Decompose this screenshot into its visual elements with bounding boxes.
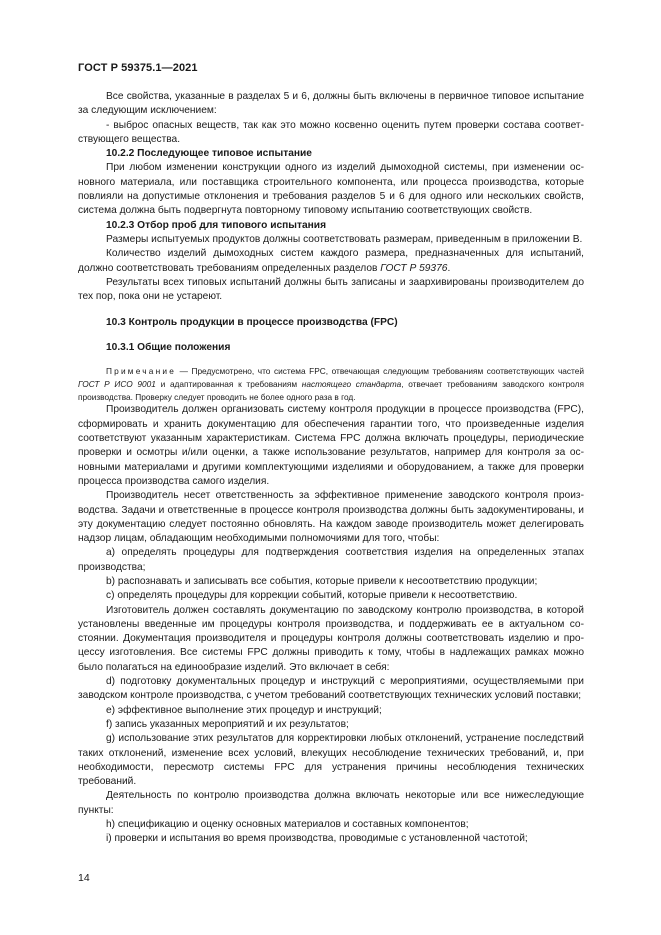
paragraph: Производитель несет ответственность за эффективное применение заводского контроля производства. Задачи и ответственные в процессе контроля производства должны быть задокументированы, и эту документацию следует постоянно обновлять. На каждом заводе производитель может делегировать надзор лицам, обладающим необходимыми полномочиями для того, чтобы: [78, 490, 584, 545]
section-heading-10-2-2: 10.2.2 Последующее типовое испытание [106, 148, 312, 160]
note-label: Примечание [106, 366, 177, 377]
page-number: 14 [78, 872, 90, 884]
section-heading-10-2-3: 10.2.3 Отбор проб для типового испытания [106, 219, 327, 231]
paragraph [78, 247, 584, 276]
list-item: a) определять процедуры для подтверждения соответствия изделия на определенных этапах производства; [78, 547, 584, 573]
list-item: - выброс опасных веществ, так как это можно косвенно оценить путем проверки состава соответствующего вещества. [78, 119, 584, 145]
document-body [78, 90, 584, 847]
section-heading-10-3-1: 10.3.1 Общие положения [106, 341, 231, 353]
list-item: c) определять процедуры для коррекции событий, которые привели к несоответствию. [106, 590, 518, 602]
note-text: — Предусмотрено, что система FPC, отвечающая следующим требованиям соответствующих частей [176, 366, 584, 377]
paragraph-text: Количество изделий дымоходных систем каждого размера, предназначенных для испытаний, должно соответствовать требованиям определенных разделов [78, 248, 584, 274]
paragraph: При любом изменении конструкции одного из изделий дымоходной системы, при изменении основного материала, или поставщика строительного компонента, или процесса производства, которые повлияли на допустимые отклонения и требования разделов 5 и 6 для одного или нескольких свойств, система должна быть подвергнута повторному типовому испытанию соответствующих свойств. [78, 162, 584, 217]
paragraph: Результаты всех типовых испытаний должны быть записаны и заархивированы производителем до тех пор, пока они не устареют. [78, 276, 584, 303]
paragraph: Размеры испытуемых продуктов должны соответствовать размерам, приведенным в приложении В. [106, 233, 583, 245]
list-item: g) использование этих результатов для корректировки любых отклонений, устранение последствий таких отклонений, изменение всех условий, влекущих несоблюдение технических требований, и, при необходимости, пересмотр системы FPC для устранения причины несоблюдения технических требований. [78, 733, 584, 788]
paragraph-text: . [447, 262, 451, 274]
standard-reference: ГОСТ Р 59376 [380, 262, 448, 274]
note-text: , отвечает требованиям заводского контроля производства. Проверку следует проводить не более одного раза в год. [78, 378, 584, 402]
list-item: i) проверки и испытания во время производства, проводимые с установленной частотой; [106, 833, 528, 845]
note [78, 365, 584, 403]
note-text: и адаптированная к требованиям [155, 378, 302, 389]
list-item: d) подготовку документальных процедур и инструкций с мероприятиями, осуществляемыми при заводском контроле производства, с учетом требований соответствующих технических условий поставки; [78, 676, 584, 702]
list-item: h) спецификацию и оценку основных материалов и составных компонентов; [106, 819, 469, 831]
paragraph: Деятельность по контролю производства должна включать некоторые или все нижеследующие пункты: [78, 790, 584, 816]
section-heading-10-3: 10.3 Контроль продукции в процессе производства (FPC) [106, 317, 398, 329]
paragraph: Изготовитель должен составлять документацию по заводскому контролю производства, в которой установлены введенные им процедуры контроля производства, и поддерживать ее в актуальном состоянии. Документация производителя и процедуры контроля должны соответствовать изделию и процессу изготовления. Все системы FPC должны приводить к тому, чтобы в надлежащих рамках можно было полагаться на единообразие изделий. Это включает в себя: [78, 604, 584, 673]
list-item: b) распознавать и записывать все события, которые привели к несоответствию продукции; [106, 576, 538, 587]
paragraph: Производитель должен организовать систему контроля продукции в процессе производства (FPC), сформировать и хранить документацию для обеспечения гарантии того, что произведенные изделия соответствуют указанным характеристикам. Система FPC должна включать процедуры, периодические проверки и осмотры и/или оценки, а также использование результатов, например для контроля за основными материалами и другими комплектующими изделиями и оборудованием, а также для проверки процесса производства самого изделия. [78, 404, 584, 487]
document-header: ГОСТ Р 59375.1—2021 [78, 62, 198, 74]
standard-reference: ГОСТ Р ИСО 9001 [78, 378, 156, 389]
paragraph: Все свойства, указанные в разделах 5 и 6, должны быть включены в первичное типовое испытание за следующим исключением: [78, 91, 584, 117]
list-item: f) запись указанных мероприятий и их результатов; [106, 718, 349, 730]
standard-reference: настоящего стандарта [301, 378, 402, 389]
list-item: e) эффективное выполнение этих процедур и инструкций; [106, 704, 382, 716]
